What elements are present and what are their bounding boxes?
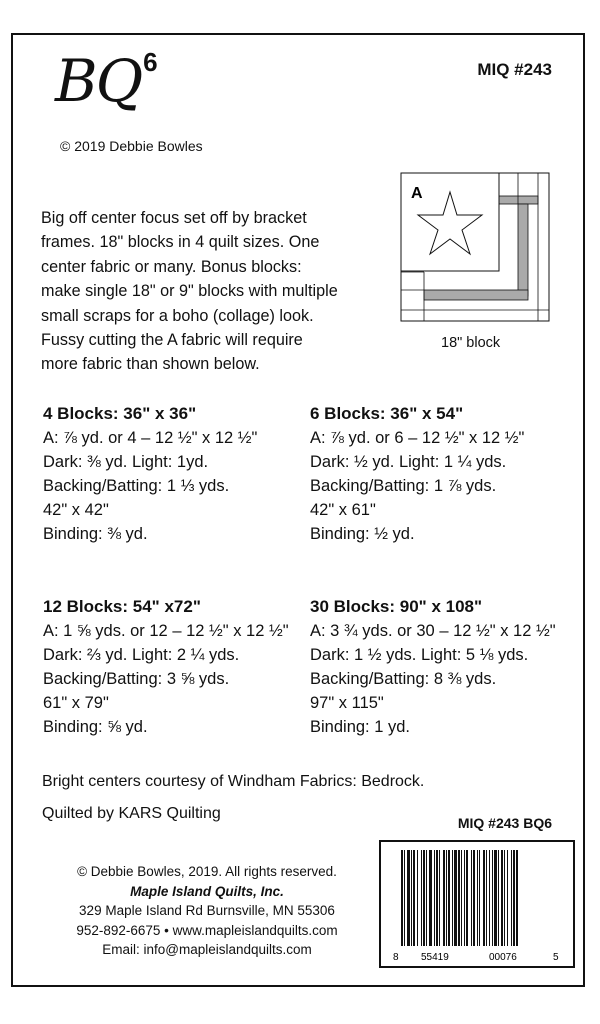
description-line: Fussy cutting the A fabric will require <box>41 331 303 350</box>
barcode-bar <box>426 850 427 946</box>
block-diagram <box>400 172 552 324</box>
barcode-bar <box>492 850 493 946</box>
size-block <box>310 595 556 739</box>
barcode-bar <box>421 850 422 946</box>
barcode-digit: 5 <box>553 952 559 963</box>
size-line: Binding: ½ yd. <box>310 525 415 543</box>
description-line: Big off center focus set off by bracket <box>41 209 307 227</box>
barcode-bar <box>413 850 415 946</box>
barcode-bar <box>498 850 499 946</box>
rights-text: © Debbie Bowles, 2019. All rights reserved. <box>77 864 337 879</box>
barcode-bar <box>423 850 425 946</box>
barcode-bar <box>473 850 475 946</box>
description-line: small scraps for a boho (collage) look. <box>41 306 314 325</box>
size-title: 4 Blocks: 36" x 36" <box>43 404 197 423</box>
size-block <box>310 402 524 546</box>
size-line: A: 3 ¾ yds. or 30 – 12 ½" x 12 ½" <box>310 622 556 640</box>
size-line: Dark: ⅜ yd. Light: 1yd. <box>43 453 209 471</box>
barcode-bar <box>511 850 512 946</box>
size-line: A: ⅞ yd. or 4 – 12 ½" x 12 ½" <box>43 429 258 447</box>
barcode-bar <box>507 850 508 946</box>
barcode-bar <box>486 850 487 946</box>
size-line: A: ⅞ yd. or 6 – 12 ½" x 12 ½" <box>310 429 525 447</box>
barcode-bar <box>443 850 445 946</box>
barcode-bar <box>471 850 472 946</box>
size-title: 30 Blocks: 90" x 108" <box>310 597 483 616</box>
barcode-bar <box>407 850 410 946</box>
barcode-bar <box>483 850 485 946</box>
company-name: Maple Island Quilts, Inc. <box>130 883 284 899</box>
phone-web: 952-892-6675 • www.mapleislandquilts.com <box>76 922 338 938</box>
quilted-note: Quilted by KARS Quilting <box>42 805 221 822</box>
barcode-bar <box>504 850 505 946</box>
barcode-bar <box>439 850 440 946</box>
block-label: A <box>411 185 423 202</box>
barcode-bar <box>452 850 453 946</box>
size-line: Binding: 1 yd. <box>310 718 410 736</box>
size-line: 61" x 79" <box>43 694 109 712</box>
size-line: Backing/Batting: 8 ⅜ yds. <box>310 670 497 688</box>
size-block <box>43 595 289 739</box>
size-title: 6 Blocks: 36" x 54" <box>310 404 464 423</box>
description-line: make single 18" or 9" blocks with multiple <box>41 282 338 301</box>
size-line: Binding: ⅝ yd. <box>43 718 148 736</box>
barcode-bar <box>501 850 503 946</box>
description-line: more fabric than shown below. <box>41 355 260 374</box>
barcode-box <box>379 840 575 968</box>
barcode-bar <box>458 850 460 946</box>
size-block <box>43 402 257 546</box>
barcode-bar <box>429 850 432 946</box>
description-line: frames. 18" blocks in 4 quilt sizes. One <box>41 233 320 252</box>
logo: $BQ^6$ <box>55 46 156 115</box>
email: Email: info@mapleislandquilts.com <box>102 942 312 958</box>
barcode-bar <box>401 850 403 946</box>
barcode-bar <box>477 850 478 946</box>
pattern-code: MIQ #243 <box>477 60 552 79</box>
barcode-bar <box>479 850 480 946</box>
barcode-bar <box>448 850 450 946</box>
barcode-bar <box>494 850 497 946</box>
size-line: Dark: ½ yd. Light: 1 ¼ yds. <box>310 453 507 471</box>
barcode-bar <box>454 850 457 946</box>
size-line: Binding: ⅜ yd. <box>43 525 148 543</box>
barcode-bar <box>464 850 465 946</box>
size-line: Dark: 1 ½ yds. Light: 5 ⅛ yds. <box>310 646 529 664</box>
barcode-digit: 55419 <box>421 952 449 963</box>
barcode-digit: 00076 <box>489 952 517 963</box>
size-line: 97" x 115" <box>310 694 384 712</box>
barcode-bar <box>404 850 405 946</box>
barcode-bar <box>434 850 435 946</box>
barcode-digit: 8 <box>393 952 399 963</box>
barcode-bar <box>513 850 515 946</box>
size-title: 12 Blocks: 54" x72" <box>43 597 201 616</box>
size-line: A: 1 ⅝ yds. or 12 – 12 ½" x 12 ½" <box>43 622 289 640</box>
barcode-bar <box>446 850 447 946</box>
copyright: © 2019 Debbie Bowles <box>60 138 203 154</box>
barcode-bar <box>411 850 412 946</box>
barcode-bar <box>417 850 418 946</box>
size-line: Backing/Batting: 1 ⅓ yds. <box>43 477 230 495</box>
fabric-note: Bright centers courtesy of Windham Fabrics: Bedrock. <box>42 773 425 790</box>
diagram-caption: 18" block <box>441 335 501 351</box>
size-line: 42" x 61" <box>310 501 376 519</box>
size-line: 42" x 42" <box>43 501 109 519</box>
barcode-bar <box>466 850 468 946</box>
size-line: Backing/Batting: 3 ⅝ yds. <box>43 670 230 688</box>
size-line: Dark: ⅔ yd. Light: 2 ¼ yds. <box>43 646 240 664</box>
barcode-bar <box>436 850 438 946</box>
barcode <box>381 842 573 966</box>
footer <box>46 862 368 960</box>
barcode-bar <box>516 850 518 946</box>
address: 329 Maple Island Rd Burnsville, MN 55306 <box>79 903 335 919</box>
size-line: Backing/Batting: 1 ⅞ yds. <box>310 477 497 495</box>
barcode-bar <box>461 850 462 946</box>
description-line: center fabric or many. Bonus blocks: <box>41 257 302 276</box>
description <box>41 206 381 377</box>
barcode-code-line: MIQ #243 BQ6 <box>457 815 552 831</box>
barcode-bar <box>489 850 490 946</box>
